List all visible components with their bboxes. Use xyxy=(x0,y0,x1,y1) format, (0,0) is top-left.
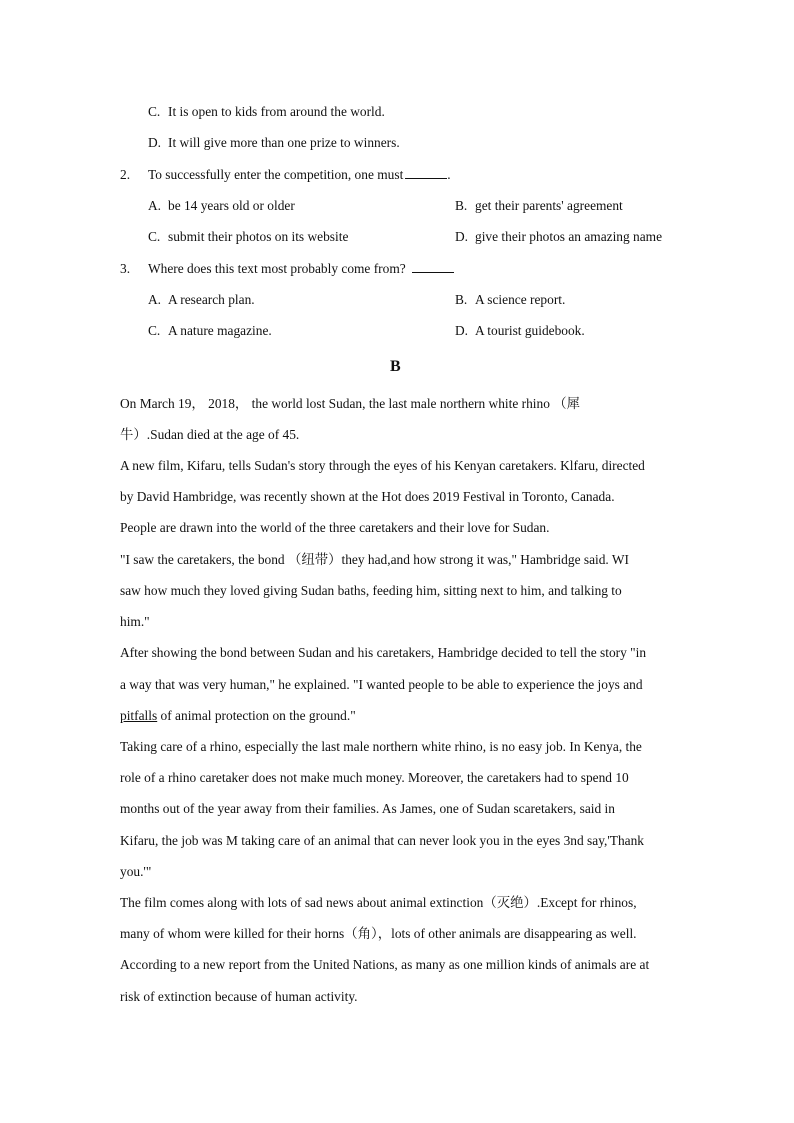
option-text: A research plan. xyxy=(168,292,255,307)
option-letter: C. xyxy=(148,104,161,119)
q3-option-c xyxy=(148,323,272,339)
passage-line: The film comes along with lots of sad news about animal extinction（灭绝）.Except for rhinos, xyxy=(120,895,637,910)
q1-option-c xyxy=(148,104,385,120)
q2-option-b xyxy=(455,198,623,214)
question-end: . xyxy=(447,167,451,182)
option-text: get their parents' agreement xyxy=(475,198,623,213)
option-letter: D. xyxy=(455,229,469,244)
q2-option-a xyxy=(148,198,295,214)
option-letter: B. xyxy=(455,198,468,213)
passage-line: him." xyxy=(120,614,150,629)
option-letter: B. xyxy=(455,292,468,307)
passage-line: On March 19， 2018， the world lost Sudan, the last male northern white rhino （犀 xyxy=(120,396,581,411)
passage-line: by David Hambridge, was recently shown at the Hot does 2019 Festival in Toronto, Canada. xyxy=(120,489,615,504)
question-number: 3. xyxy=(120,261,131,276)
passage-line: According to a new report from the United Nations, as many as one million kinds of animals are at xyxy=(120,957,650,972)
option-letter: D. xyxy=(148,135,162,150)
q1-option-d xyxy=(148,135,400,151)
option-text: be 14 years old or older xyxy=(168,198,295,213)
q2-option-d xyxy=(455,229,662,245)
passage-text: of animal protection on the ground." xyxy=(157,708,356,723)
option-text: submit their photos on its website xyxy=(168,229,349,244)
option-text: A nature magazine. xyxy=(168,323,272,338)
passage-line: many of whom were killed for their horns（角），lots of other animals are disappearing as well. xyxy=(120,926,637,941)
passage-line: Taking care of a rhino, especially the last male northern white rhino, is no easy job. In Kenya, the xyxy=(120,739,642,754)
passage-line: a way that was very human," he explained. "I wanted people to be able to experience the joys and xyxy=(120,677,643,692)
underlined-word: pitfalls xyxy=(120,708,158,723)
option-letter: D. xyxy=(455,323,469,338)
passage-line: you.'" xyxy=(120,864,152,879)
passage-line: risk of extinction because of human activity. xyxy=(120,989,358,1004)
passage-line: A new film, Kifaru, tells Sudan's story through the eyes of his Kenyan caretakers. Klfaru, directed xyxy=(120,458,645,473)
option-letter: C. xyxy=(148,323,161,338)
option-letter: C. xyxy=(148,229,161,244)
q2-stem xyxy=(120,167,451,183)
option-text: It will give more than one prize to winners. xyxy=(168,135,400,150)
answer-blank xyxy=(412,261,454,273)
question-number: 2. xyxy=(120,167,131,182)
passage-line xyxy=(120,708,356,724)
option-text: give their photos an amazing name xyxy=(475,229,663,244)
passage-line: 牛）.Sudan died at the age of 45. xyxy=(120,427,300,442)
option-text: A science report. xyxy=(475,292,566,307)
q3-option-a xyxy=(148,292,255,308)
question-text: Where does this text most probably come from? xyxy=(148,261,406,276)
passage-line: role of a rhino caretaker does not make much money. Moreover, the caretakers had to spend 10 xyxy=(120,770,629,785)
option-letter: A. xyxy=(148,198,162,213)
option-letter: A. xyxy=(148,292,162,307)
passage-line: months out of the year away from their families. As James, one of Sudan scaretakers, said in xyxy=(120,801,615,816)
passage-line: "I saw the caretakers, the bond （纽带）they had,and how strong it was," Hambridge said. WI xyxy=(120,552,629,567)
q3-stem xyxy=(120,261,454,277)
q3-option-d xyxy=(455,323,585,339)
option-text: It is open to kids from around the world. xyxy=(168,104,385,119)
q3-option-b xyxy=(455,292,565,308)
passage-line: After showing the bond between Sudan and his caretakers, Hambridge decided to tell the story "in xyxy=(120,645,647,660)
question-text: To successfully enter the competition, one must xyxy=(148,167,404,182)
answer-blank xyxy=(405,167,447,179)
passage-line: People are drawn into the world of the three caretakers and their love for Sudan. xyxy=(120,520,550,535)
passage-line: saw how much they loved giving Sudan baths, feeding him, sitting next to him, and talking to xyxy=(120,583,622,598)
q2-option-c xyxy=(148,229,348,245)
section-title: B xyxy=(390,358,401,375)
passage-line: Kifaru, the job was M taking care of an animal that can never look you in the eyes 3nd say,'Thank xyxy=(120,833,644,848)
option-text: A tourist guidebook. xyxy=(475,323,585,338)
